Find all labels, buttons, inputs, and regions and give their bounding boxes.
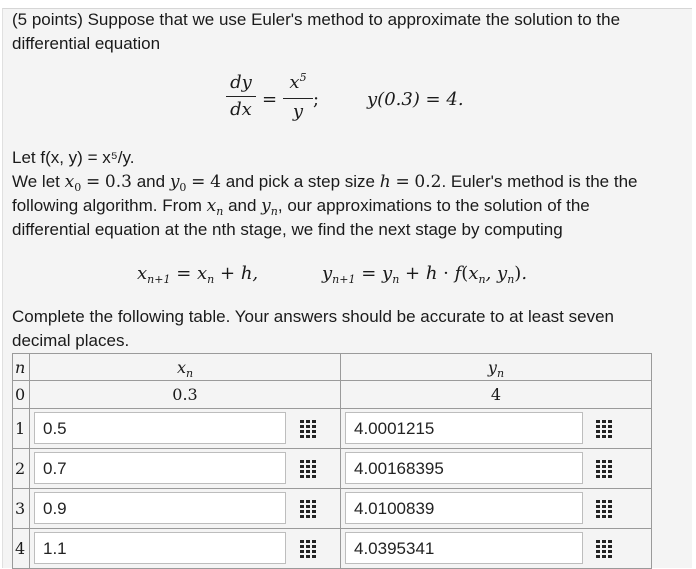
row-index: 3 [13, 489, 30, 529]
keypad-icon[interactable] [594, 539, 614, 558]
problem-header: (5 points) Suppose that we use Euler's method to approximate the solution to the [12, 10, 621, 29]
keypad-icon[interactable] [298, 459, 318, 478]
stage-line: differential equation at the nth stage, we find the next stage by computing [12, 220, 563, 239]
rhs-denominator: y [292, 101, 304, 122]
instruction-line1: Complete the following table. Your answers should be accurate to at least seven [12, 307, 614, 326]
row0-x: 0.3 [30, 381, 341, 409]
y4-input[interactable]: 4.0395341 [345, 532, 583, 564]
keypad-icon[interactable] [298, 499, 318, 518]
rhs-fraction [283, 72, 313, 123]
table-row [13, 449, 652, 489]
keypad-icon[interactable] [298, 539, 318, 558]
x0-value: 0.3 [104, 172, 132, 192]
header-y: $y_n$ [341, 354, 652, 381]
euler-table [12, 353, 652, 569]
y2-input[interactable]: 4.00168395 [345, 452, 583, 484]
table-row [13, 409, 652, 449]
derivative-denominator: dx [230, 99, 252, 120]
table-row [13, 529, 652, 569]
header-n: n [13, 354, 30, 381]
row0-n: 0 [13, 381, 30, 409]
derivative-numerator: dy [230, 72, 252, 93]
row-index: 2 [13, 449, 30, 489]
row0-y: 4 [341, 381, 652, 409]
setup-line: We let $x_0 = 0.3$ and $y_0 = 4$ and pick a step size h = 0.2. Euler's method is the the [12, 172, 638, 194]
algorithm-line: following algorithm. From $x_n$ and $y_n$, our approximations to the solution of the [12, 196, 590, 218]
rhs-exponent: 5 [299, 71, 307, 84]
h-value: 0.2 [414, 172, 442, 192]
rhs-numerator: x [289, 72, 300, 93]
x4-input[interactable]: 1.1 [34, 532, 286, 564]
header-x: $x_n$ [30, 354, 341, 381]
x-update-formula: $x_{n+1} = x_n + h$, [137, 263, 259, 286]
y0-value: 4 [210, 172, 221, 192]
keypad-icon[interactable] [594, 419, 614, 438]
keypad-icon[interactable] [594, 499, 614, 518]
derivative-fraction [226, 72, 256, 121]
semicolon: ; [313, 89, 320, 110]
row-index: 4 [13, 529, 30, 569]
y1-input[interactable]: 4.0001215 [345, 412, 583, 444]
problem-header-line2: differential equation [12, 34, 161, 53]
keypad-icon[interactable] [298, 419, 318, 438]
y-update-formula: $y_{n+1} = y_n + h \cdot f(x_n$, $y_n$). [322, 263, 528, 286]
y3-input[interactable]: 4.0100839 [345, 492, 583, 524]
initial-condition: y(0.3) = 4. [367, 89, 464, 110]
keypad-icon[interactable] [594, 459, 614, 478]
table-row [13, 489, 652, 529]
x1-input[interactable]: 0.5 [34, 412, 286, 444]
equals-sign: = [262, 89, 278, 110]
x3-input[interactable]: 0.9 [34, 492, 286, 524]
let-line: Let f(x, y) = x⁵/y. [12, 148, 135, 167]
instruction-line2: decimal places. [12, 331, 130, 350]
x2-input[interactable]: 0.7 [34, 452, 286, 484]
row-index: 1 [13, 409, 30, 449]
